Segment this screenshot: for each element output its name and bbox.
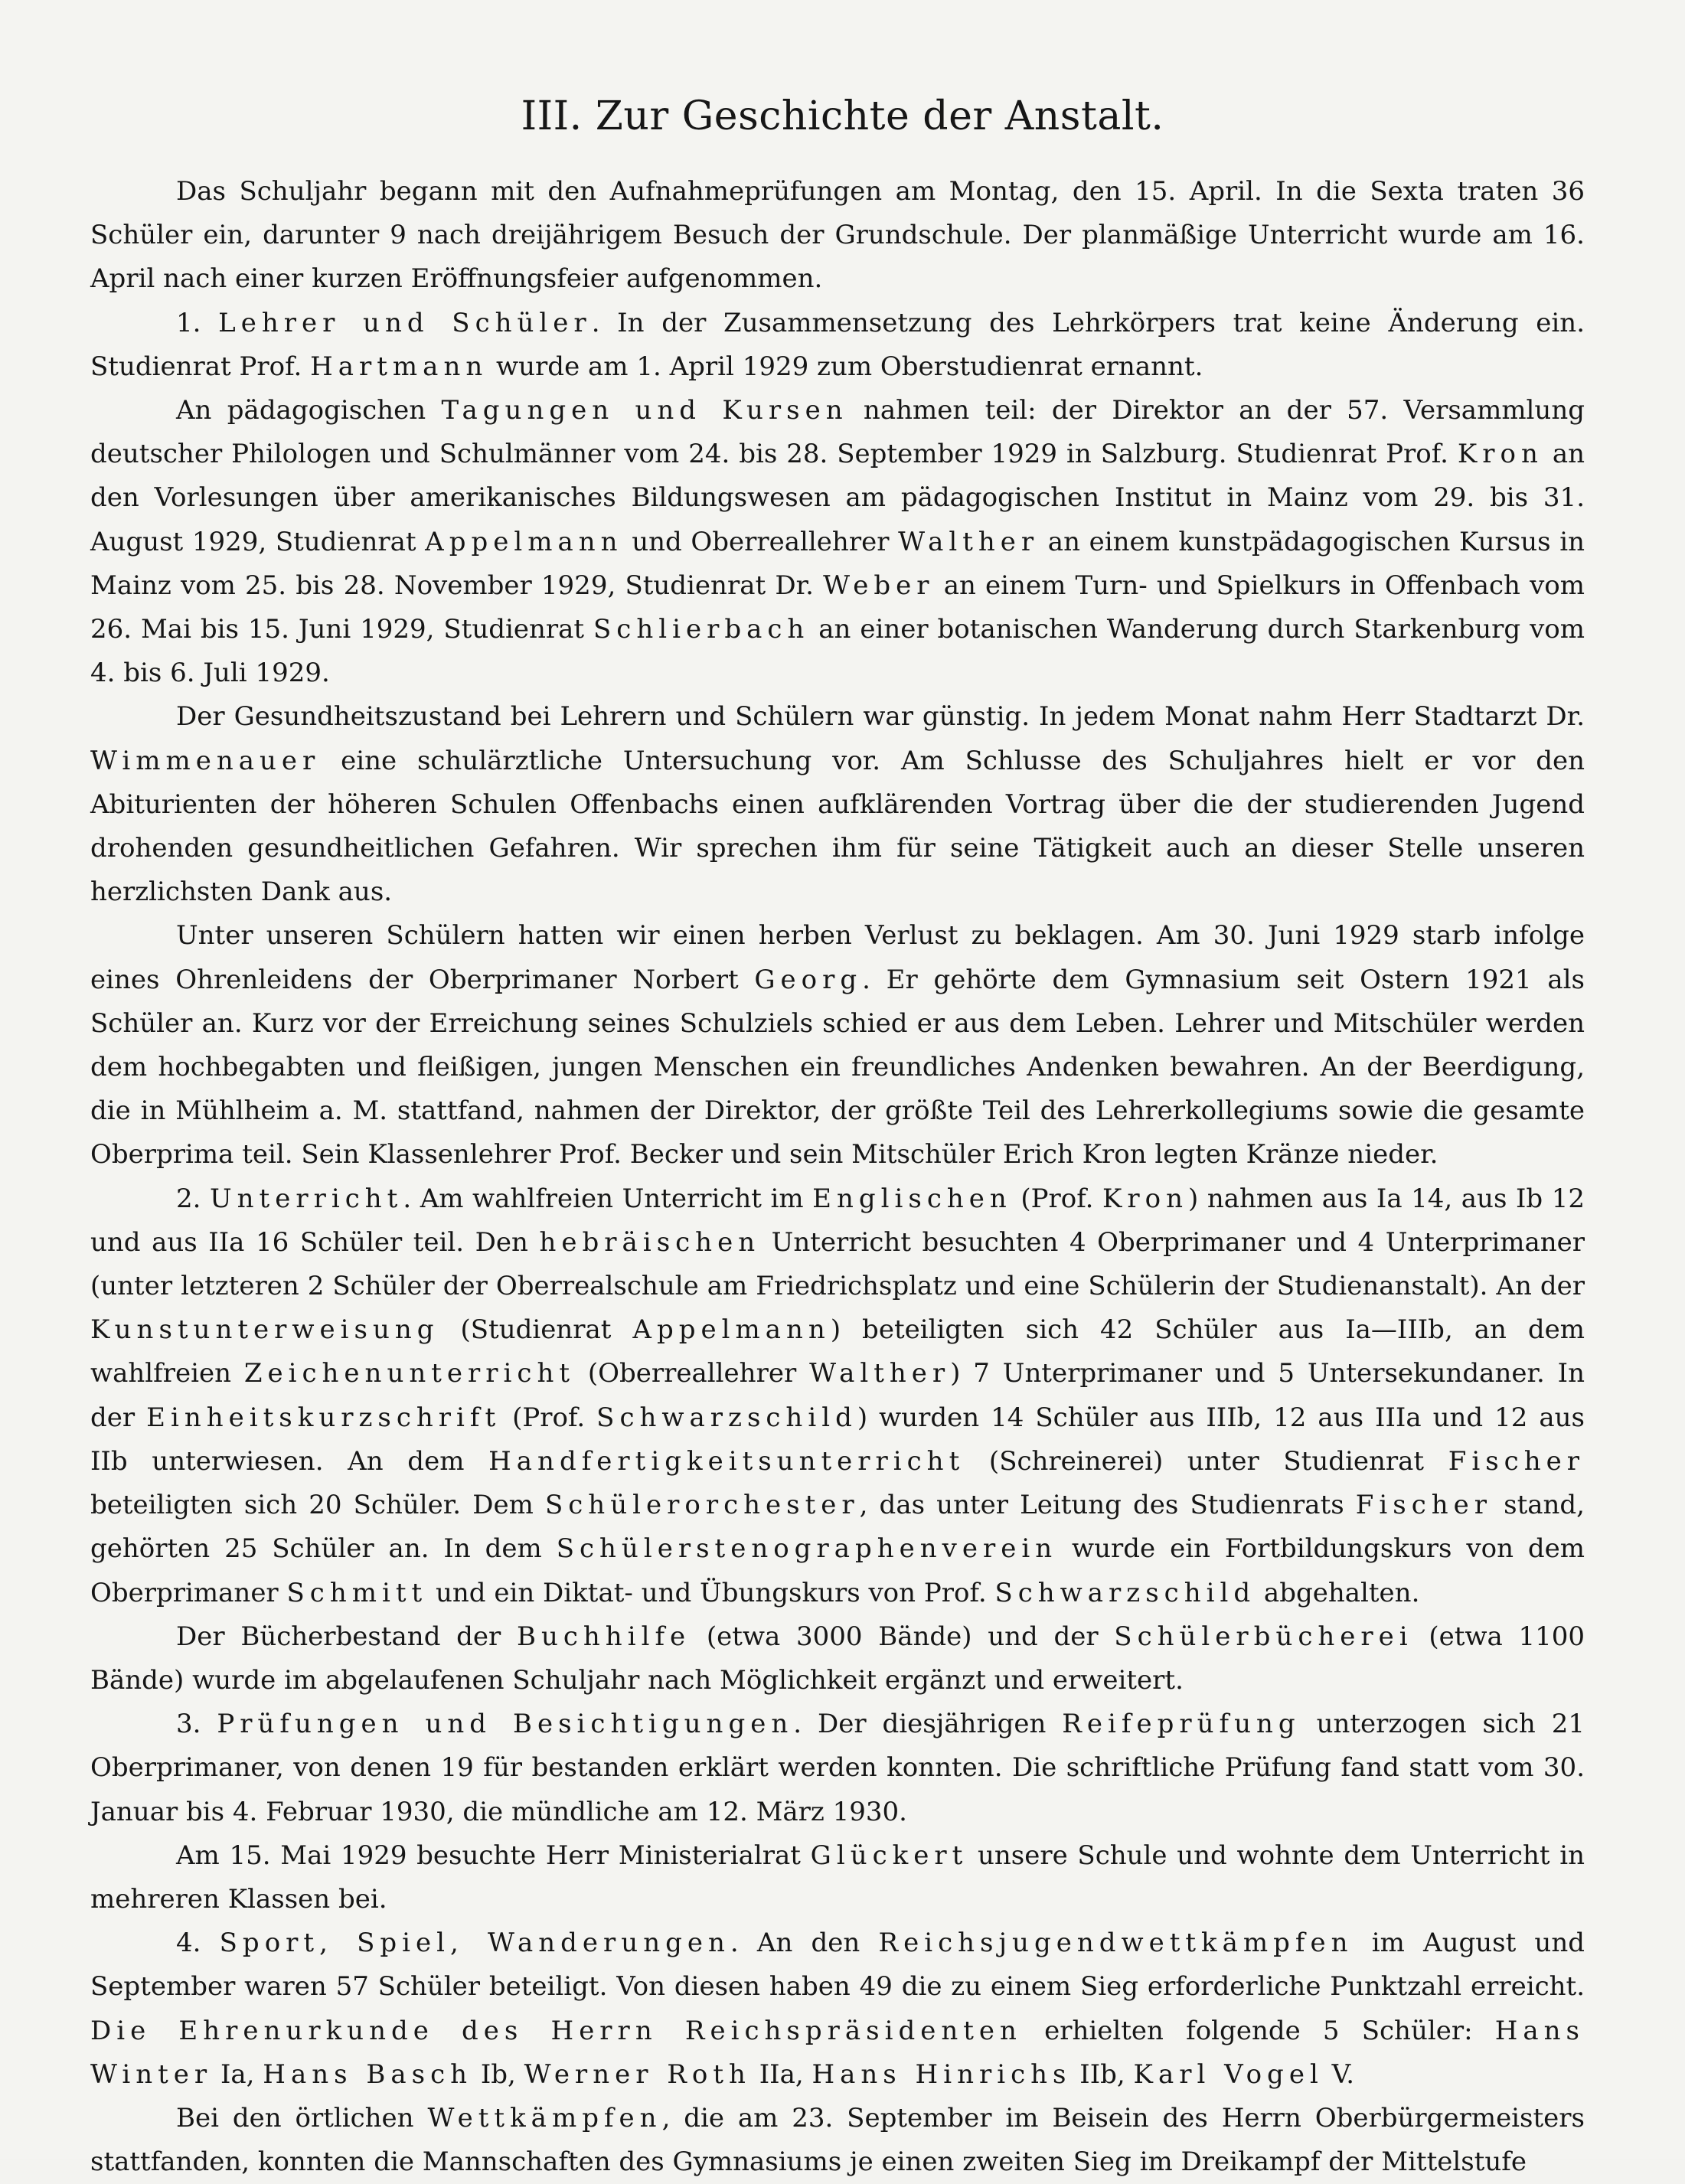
spaced-term: Schülerorchester — [544, 1490, 860, 1521]
text-run: IIa, — [750, 2058, 812, 2090]
text-run: 1. — [176, 307, 219, 338]
page-title: III. Zur Geschichte der Anstalt. — [521, 93, 1164, 139]
text-run: unsere Schule und wohnte dem Unterricht in mehreren Klassen bei. — [90, 1840, 1585, 1915]
text-run: Der Bücherbestand der — [176, 1621, 517, 1652]
text-run: (Prof. — [1011, 1183, 1102, 1214]
text-run: und ein Diktat- und Übungskurs von Prof. — [427, 1577, 995, 1608]
spaced-name: Glückert — [810, 1840, 968, 1871]
spaced-term: Tagungen und Kursen — [441, 395, 848, 426]
text-run: Am 15. Mai 1929 besuchte Herr Ministerialrat — [176, 1840, 811, 1871]
spaced-term: Schülerstenographenverein — [556, 1533, 1058, 1565]
spaced-term: Reichsjugendwettkämpfen — [878, 1928, 1354, 1959]
body-text — [90, 170, 1585, 2184]
spaced-name: Wimmenauer — [90, 745, 321, 776]
section-heading: Sport, Spiel, Wanderungen — [219, 1928, 730, 1959]
text-run: (Oberreallehrer — [575, 1358, 810, 1389]
text-run: IIb, — [1071, 2058, 1134, 2090]
text-run: . Er gehörte dem Gymnasium seit Ostern 1921 als Schüler an. Kurz vor der Erreichung seines Schulziels schied er aus dem Leben. Lehrer und Mitschüler werden dem hochbegabten und fleißigen, jungen Menschen ein freundliches Andenken bewahren. An der Beerdigung, die in Mühlheim a. M. stattfand, nahmen der Direktor, der größte Teil des Lehrerkollegiums sowie die gesamte Oberprima teil. Sein Klassenlehrer Prof. Becker und sein Mitschüler Erich Kron legten Kränze nieder. — [90, 964, 1585, 1170]
spaced-term: Zeichenunterricht — [243, 1358, 576, 1389]
text-run: wurde am 1. April 1929 zum Oberstudienrat ernannt. — [488, 351, 1203, 382]
spaced-name: Walther — [809, 1358, 951, 1389]
spaced-name: Schwarzschild — [994, 1577, 1256, 1608]
text-run: beteiligten sich 20 Schüler. Dem — [90, 1490, 545, 1521]
text-run: und Oberreallehrer — [622, 526, 899, 557]
text-run: . Der diesjährigen — [793, 1709, 1063, 1740]
text-run: ) nahmen aus Ia 14, aus Ib 12 und aus IIa 16 Schüler teil. Den — [90, 1183, 1585, 1258]
paragraph-examinations — [90, 1702, 1585, 1834]
paragraph-teachers-students — [90, 302, 1585, 389]
text-run: unterzogen sich 21 Oberprimaner, von denen 19 für bestanden erklärt werden konnten. Die schriftliche Prüfung fand statt vom 30. Januar bis 4. Februar 1930, die mündliche am 12. März 1930. — [90, 1709, 1585, 1827]
spaced-name: Karl Vogel — [1133, 2058, 1324, 2090]
spaced-name: Werner Roth — [524, 2058, 751, 2090]
text-run: erhielten folgende 5 Schüler: — [1021, 2015, 1495, 2046]
section-heading: Prüfungen und Besichtigungen — [217, 1709, 794, 1740]
text-run: (Schreinerei) unter Studienrat — [965, 1445, 1448, 1477]
text-run: An pädagogischen — [176, 395, 442, 426]
text-run: (etwa 3000 Bände) und der — [691, 1621, 1115, 1652]
text-run: Der Gesundheitszustand bei Lehrern und Schülern war günstig. In jedem Monat nahm Herr Stadtarzt Dr. — [176, 701, 1585, 733]
text-run: an den Vorlesungen über amerikanisches Bildungswesen am pädagogischen Institut in Mainz vom 29. bis 31. August 1929, Studienrat — [90, 439, 1585, 557]
text-run: V. — [1323, 2058, 1355, 2090]
text-run: an einem kunstpädagogischen Kursus in Mainz vom 25. bis 28. November 1929, Studienrat Dr. — [90, 526, 1585, 601]
spaced-name: Weber — [823, 570, 935, 601]
text-run: . In der Zusammensetzung des Lehrkörpers trat keine Änderung ein. Studienrat Prof. — [90, 307, 1585, 382]
text-run: Ib, — [472, 2058, 524, 2090]
spaced-term: Reifeprüfung — [1062, 1709, 1301, 1740]
spaced-term: hebräischen — [539, 1226, 761, 1258]
spaced-term: Die Ehrenurkunde des Herrn Reichspräsidenten — [90, 2015, 1022, 2046]
spaced-term: Einheitskurzschrift — [146, 1402, 501, 1433]
paragraph-instruction — [90, 1177, 1585, 1615]
spaced-name: Kron — [1457, 439, 1543, 470]
text-run: (etwa 1100 Bände) wurde im abgelaufenen Schuljahr nach Möglichkeit ergänzt und erweitert. — [90, 1621, 1585, 1696]
spaced-name: Walther — [898, 526, 1040, 557]
text-run: stand, gehörten 25 Schüler an. In dem — [90, 1490, 1585, 1565]
text-run: abgehalten. — [1256, 1577, 1420, 1608]
text-run: Das Schuljahr begann mit den Aufnahmeprüfungen am Montag, den 15. April. In die Sexta traten 36 Schüler ein, darunter 9 nach dreijährigem Besuch der Grundschule. Der planmäßige Unterricht wurde am 16. April nach einer kurzen Eröffnungsfeier aufgenommen. — [90, 176, 1585, 295]
text-run: Unter unseren Schülern hatten wir einen herben Verlust zu beklagen. Am 30. Juni 1929 starb infolge eines Ohrenleidens der Oberprimaner Norbert — [90, 920, 1585, 995]
spaced-name: Hans Hinrichs — [811, 2058, 1072, 2090]
text-run: ) 7 Unterprimaner und 5 Untersekundaner. In der — [90, 1358, 1585, 1433]
text-run: . Am wahlfreien Unterricht im — [403, 1183, 813, 1214]
text-run: . An den — [730, 1928, 879, 1959]
paragraph-local-competitions — [90, 2097, 1585, 2184]
text-run: 3. — [176, 1709, 217, 1740]
spaced-name: Fischer — [1448, 1445, 1585, 1477]
text-run: an einem Turn- und Spielkurs in Offenbach vom 26. Mai bis 15. Juni 1929, Studienrat — [90, 570, 1585, 645]
spaced-term: Wettkämpfen — [427, 2102, 662, 2133]
spaced-term: Handfertigkeitsunterricht — [488, 1445, 965, 1477]
paragraph-school-year-start — [90, 170, 1585, 302]
spaced-name: Hans Basch — [263, 2058, 473, 2090]
text-run: (Studienrat — [439, 1314, 633, 1346]
paragraph-sport — [90, 1921, 1585, 2097]
spaced-name: Schlierbach — [593, 614, 810, 645]
section-heading: Unterricht — [210, 1183, 403, 1214]
spaced-term: Schülerbücherei — [1114, 1621, 1413, 1652]
text-run: (Prof. — [501, 1402, 597, 1433]
paragraph-conferences — [90, 389, 1585, 695]
text-run: , die am 23. September im Beisein des Herrn Oberbürgermeisters stattfanden, konnten die Mannschaften des Gymnasiums je einen zweiten Sieg im Dreikampf der Mittelstufe — [90, 2102, 1585, 2178]
paragraph-health — [90, 695, 1585, 914]
text-run: an einer botanischen Wanderung durch Starkenburg vom 4. bis 6. Juli 1929. — [90, 614, 1585, 689]
spaced-name: Georg — [754, 964, 863, 995]
spaced-name: Kron — [1102, 1183, 1188, 1214]
text-run: ) wurden 14 Schüler aus IIIb, 12 aus IIIa und 12 aus IIb unterwiesen. An dem — [90, 1402, 1585, 1477]
paragraph-obituary — [90, 914, 1585, 1177]
text-run: eine schulärztliche Untersuchung vor. Am Schlusse des Schuljahres hielt er vor den Abiturienten der höheren Schulen Offenbachs einen aufklärenden Vortrag über die der studierenden Jugend drohenden gesundheitlichen Gefahren. Wir sprechen ihm für seine Tätigkeit auch an dieser Stelle unseren herzlichsten Dank aus. — [90, 745, 1585, 908]
spaced-term: Kunstunterweisung — [90, 1314, 439, 1346]
spaced-name: Hartmann — [310, 351, 488, 382]
spaced-term: Englischen — [812, 1183, 1012, 1214]
text-run: , das unter Leitung des Studienrats — [859, 1490, 1356, 1521]
text-run: Ia, — [212, 2058, 263, 2090]
spaced-name: Schmitt — [286, 1577, 428, 1608]
paragraph-library — [90, 1615, 1585, 1702]
text-run: 2. — [176, 1183, 210, 1214]
text-run: 4. — [176, 1928, 220, 1959]
section-heading: Lehrer und Schüler — [218, 307, 592, 338]
paragraph-inspection — [90, 1834, 1585, 1921]
spaced-name: Hans Winter — [90, 2015, 1585, 2090]
text-run: im August und September waren 57 Schüler beteiligt. Von diesen haben 49 die zu einem Sieg erforderliche Punktzahl erreicht. — [90, 1928, 1585, 2003]
spaced-name: Appelmann — [632, 1314, 831, 1346]
spaced-name: Appelmann — [425, 526, 623, 557]
text-run: Unterricht besuchten 4 Oberprimaner und 4 Unterprimaner (unter letzteren 2 Schüler der Oberrealschule am Friedrichsplatz und eine Schülerin der Studienanstalt). An der — [90, 1226, 1585, 1302]
spaced-name: Schwarzschild — [596, 1402, 857, 1433]
spaced-name: Fischer — [1355, 1490, 1493, 1521]
spaced-term: Buchhilfe — [516, 1621, 691, 1652]
text-run: nahmen teil: der Direktor an der 57. Versammlung deutscher Philologen und Schulmänner vom 24. bis 28. September 1929 in Salzburg. Studienrat Prof. — [90, 395, 1585, 470]
text-run: ) beteiligten sich 42 Schüler aus Ia—IIIb, an dem wahlfreien — [90, 1314, 1585, 1389]
text-run: wurde ein Fortbildungskurs von dem Oberprimaner — [90, 1533, 1585, 1608]
text-run: Bei den örtlichen — [176, 2102, 428, 2133]
